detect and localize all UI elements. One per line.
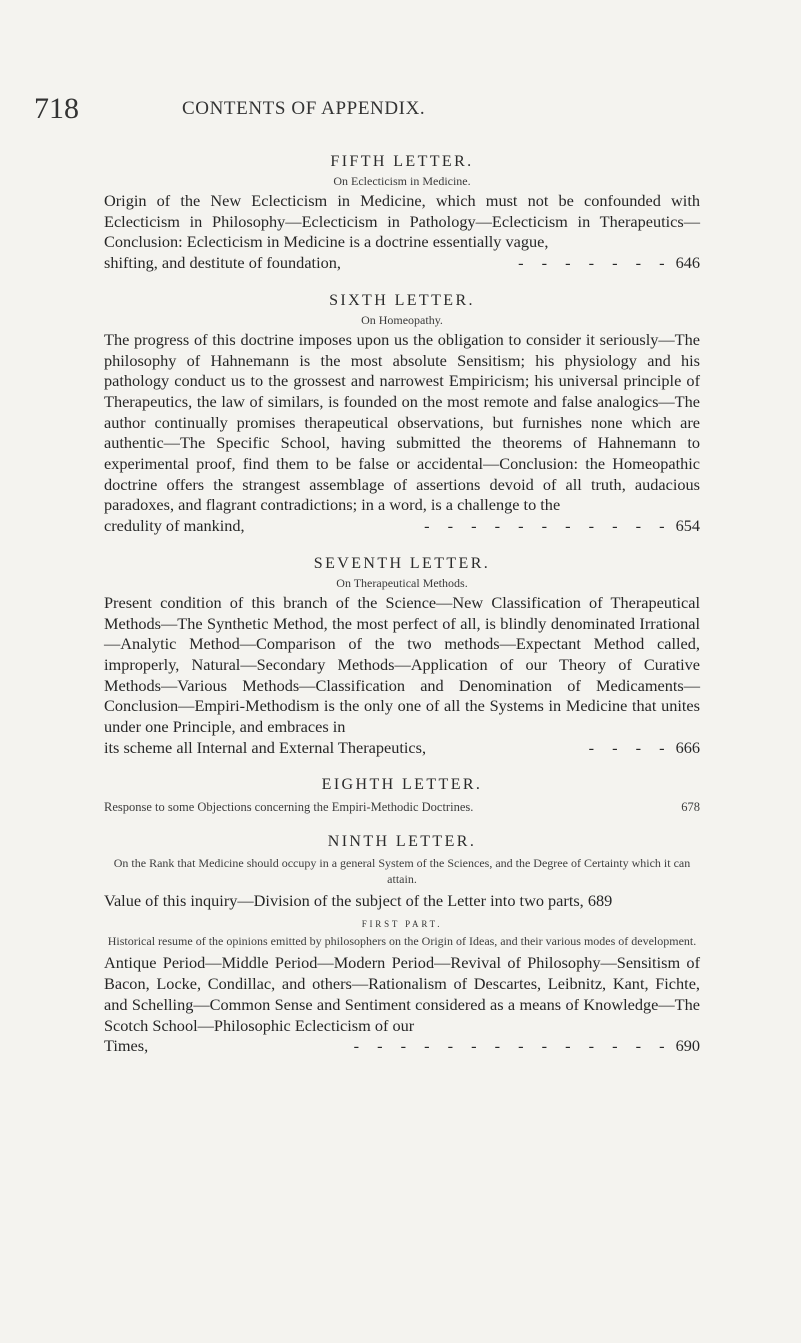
fifth-letter-subtitle: On Eclecticism in Medicine.: [333, 174, 471, 188]
first-part-last-text: Times,: [104, 1036, 149, 1056]
fifth-letter-title: FIFTH LETTER.: [330, 153, 474, 170]
sixth-letter-text: The progress of this doctrine imposes upon us the obligation to consider it seriously—The philosophy of Hahnemann is the most absolute Sensitism; his physiology and his pathology conduct us to the grossest and narrowest Empiricism; his universal principle of Therapeutics, the law of similars, is founded on the most remote and false analogics—The author continually promises therapeutical observations, but furnishes none which are authentic—The Specific School, having submitted the theorems of Hahnemann to experimental proof, find them to be false or accidental—Conclusion: the Homeopathic doctrine offers the strangest assemblage of assertions devoid of all truth, audacious paradoxes, and flagrant contradictions; in a word, is a challenge to the: [104, 329, 700, 515]
leader-dots: - - - - - - - - - - - - - -: [353, 1036, 672, 1056]
eighth-letter-page: 678: [681, 800, 700, 815]
sixth-letter-last-line: [104, 516, 700, 537]
leader-dots: - - - - - - - - - - -: [424, 516, 672, 536]
fifth-letter-last-text: shifting, and destitute of foundation,: [104, 253, 341, 273]
sixth-letter-last-text: credulity of mankind,: [104, 516, 245, 536]
eighth-letter-subtitle: Response to some Objections concerning the Empiri-Methodic Doctrines.: [104, 800, 474, 815]
eighth-letter-entry: [104, 800, 700, 815]
contents-body: [104, 153, 700, 1075]
page-header: [34, 92, 694, 132]
first-part-subtitle: Historical resume of the opinions emitted by philosophers on the Origin of Ideas, and their various modes of development.: [107, 934, 697, 949]
ninth-letter-value-page: 689: [587, 891, 613, 911]
ninth-letter-title: NINTH LETTER.: [327, 833, 477, 851]
fifth-letter-page: 646: [675, 253, 700, 273]
first-part-leader: [354, 1036, 700, 1057]
sixth-letter-summary: [104, 330, 700, 537]
fifth-letter-last-line: [104, 253, 700, 274]
seventh-letter-title: SEVENTH LETTER.: [313, 554, 491, 572]
seventh-letter-subtitle: On Therapeutical Methods.: [336, 575, 468, 590]
seventh-letter-text: Present condition of this branch of the Science—New Classification of Therapeutical Methods—The Synthetic Method, the most perfect of all, is blindly denominated Irrational—Analytic Method—Comparison of the two methods—Expectant Method called, improperly, Natural—Secondary Methods—Application of our Theory of Curative Methods—Various Methods—Classification and Denomination of Medicaments—Conclusion—Empiri-Methodism is the only one of all the Systems in Medicine that unites under one Principle, and embraces in: [104, 592, 700, 737]
seventh-letter-summary: [104, 593, 700, 759]
sixth-letter-page: 654: [675, 516, 700, 536]
ninth-letter-section: [104, 833, 700, 1057]
first-part-page: 690: [675, 1036, 700, 1056]
seventh-letter-leader: [589, 738, 700, 759]
sixth-letter-leader: [424, 516, 700, 537]
eighth-letter-section: [104, 776, 700, 815]
eighth-letter-title: EIGHTH LETTER.: [321, 776, 483, 794]
fifth-letter-leader: [518, 253, 700, 274]
leader-dots: - - - -: [588, 737, 672, 757]
first-part-last-line: [104, 1036, 700, 1057]
seventh-letter-last-text: its scheme all Internal and External Therapeutics,: [104, 737, 427, 757]
ninth-letter-value-text: Value of this inquiry—Division of the subject of the Letter into two parts,: [104, 891, 584, 911]
ninth-letter-subtitle: On the Rank that Medicine should occupy in a general System of the Sciences, and the Degree of Certainty which it can attain.: [113, 856, 691, 887]
fifth-letter-text: Origin of the New Eclecticism in Medicine, which must not be confounded with Eclecticism in Philosophy—Eclecticism in Pathology—Eclecticism in Therapeutics—Conclusion: Eclecticism in Medicine is a doctrine essentially vague,: [104, 191, 700, 252]
first-part-text: Antique Period—Middle Period—Modern Period—Revival of Philosophy—Sensitism of Bacon, Locke, Condillac, and others—Rationalism of Descartes, Leibnitz, Kant, Fichte, and Schelling—Common Sense and Sentiment considered as a means of Knowledge—The Scotch School—Philosophic Eclecticism of our: [104, 953, 700, 1035]
seventh-letter-page: 666: [675, 737, 700, 757]
leader-dots: - - - - - - -: [518, 253, 672, 273]
first-part-title: FIRST PART.: [361, 919, 443, 930]
first-part-summary: [104, 953, 700, 1057]
seventh-letter-section: [104, 555, 700, 759]
sixth-letter-subtitle: On Homeopathy.: [361, 312, 443, 327]
ninth-letter-value-line: [104, 891, 700, 911]
fifth-letter-summary: [104, 191, 700, 274]
running-head: CONTENTS OF APPENDIX.: [182, 98, 426, 119]
sixth-letter-section: [104, 292, 700, 537]
sixth-letter-title: SIXTH LETTER.: [329, 291, 475, 309]
page-number: 718: [34, 92, 79, 125]
seventh-letter-last-line: [104, 738, 700, 759]
fifth-letter-section: [104, 153, 700, 274]
